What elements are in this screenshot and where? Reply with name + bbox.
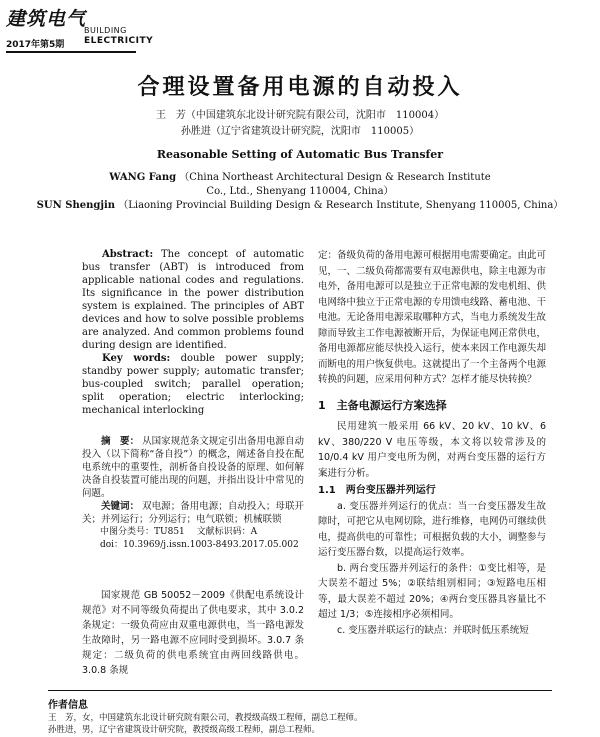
section-1-1-heading: 1.1 两台变压器并列运行 — [318, 485, 436, 496]
author-en-1 — [0, 168, 600, 183]
journal-logo — [6, 4, 154, 52]
abstract-en-label: Abstract: — [102, 249, 154, 260]
abstract-en — [82, 248, 304, 352]
journal-name-en-2: ELECTRICITY — [84, 36, 154, 46]
abstract-cn-text: 从国家规范条文规定引出备用电源自动投入（以下简称“备自投”）的概念，阐述备自投在配电系统中的重要性，剖析备自投设备的原理、如何解决备自投装置可能出现的问题，并指出设计中常见的问题。 — [82, 436, 304, 499]
body-left-para: 国家规范 GB 50052－2009《供配电系统设计规范》对不同等级负荷提出了供电要求，其中 3.0.2 条规定：一级负荷应由双重电源供电，当一路电源发生故障时，另一路电源不应同时受到损坏。3.0.7 条规定：二级负荷的供电系统宜由两回线路供电。3.0.8 条规 — [82, 590, 304, 676]
paper-title-en: Reasonable Setting of Automatic Bus Transfer — [156, 148, 444, 161]
paper-title-cn: 合理设置备用电源的自动投入 — [137, 74, 463, 100]
keywords-en — [82, 352, 304, 417]
keywords-cn — [82, 500, 304, 526]
journal-name-en-1: BUILDING — [84, 26, 127, 35]
doi: doi：10.3969/j.issn.1003-8493.2017.05.002 — [100, 540, 299, 550]
abstract-cn-label: 摘 要： — [101, 436, 140, 447]
author-en-1-affil-cont: Co., Ltd., Shenyang 110004, China） — [206, 186, 394, 197]
keywords-en-text: double power supply; standby power supply; automatic transfer; bus-coupled switch; parallel operation; split operation; electric interlocking; mechanical interlocking — [82, 353, 304, 416]
section-1-para: 民用建筑一般采用 66 kV、20 kV、10 kV、6 kV、380/220 V 电压等级，本文将以较常涉及的 10/0.4 kV 用户变电所为例，对两台变压器的运行方案进行分析。 — [318, 421, 546, 479]
journal-issue: 2017年第5期 — [6, 40, 65, 50]
keywords-cn-text: 双电源；备用电源；自动投入；母联开关；并列运行；分列运行；电气联锁；机械联锁 — [82, 501, 304, 525]
author-en-2-affil: （Liaoning Provincial Building Design & Research Institute, Shenyang 110005, China） — [118, 200, 564, 211]
abstract-cn — [82, 435, 304, 500]
left-column-abstracts — [82, 248, 304, 552]
author-cn-2: 孙胜进（辽宁省建筑设计研究院，沈阳市 110005） — [180, 126, 420, 137]
author-cn-1: 王 芳（中国建筑东北设计研究院有限公司，沈阳市 110004） — [155, 110, 445, 121]
right-column — [318, 248, 546, 638]
abstract-en-text: The concept of automatic bus transfer (ABT) is introduced from applicable national codes and regulations. Its significance in the power distribution system is explained. The principles of ABT devices and how to solve possible problems are analyzed. And common problems found during design are identified. — [82, 249, 304, 351]
author-en-2-name: SUN Shengjin — [36, 200, 116, 211]
author-en-1-name: WANG Fang — [109, 172, 177, 183]
author-en-2 — [0, 196, 600, 211]
classification-line — [82, 526, 304, 539]
footnote-author-2: 孙胜进，男，辽宁省建筑设计研究院，教授级高级工程师，副总工程师。 — [48, 725, 321, 735]
keywords-en-label: Key words: — [102, 353, 171, 364]
body-right-top: 定：备级负荷的备用电源可根据用电需要确定。由此可见，一、二级负荷都需要有双电源供电，除主电源为市电外，备用电源可以是独立于正常电源的发电机组、供电网络中独立于正常电源的专用馈电线路、蓄电池、干电池。无论备用电源采取哪种方式，当电力系统发生故障而导致主工作电源被断开后，为保证电网正常供电，备用电源都应能尽快投入运行，使本来因工作电源失却而断电的用户恢复供电。这就提出了一个主备两个电源转换的问题，应采用何种方式？怎样才能尽快转换？ — [318, 250, 547, 385]
footnote-author-1: 王 芳，女，中国建筑东北设计研究院有限公司，教授级高级工程师，副总工程师。 — [48, 713, 363, 723]
document-code: 文献标识码：A — [196, 527, 258, 537]
keywords-cn-label: 关键词： — [101, 501, 140, 512]
clc-number: 中图分类号：TU851 — [100, 527, 185, 537]
section-1-item-a: a. 变压器并列运行的优点：当一台变压器发生故障时，可把它从电网切除，进行维修，电网仍可继续供电，提高供电的可靠性；可根据负载的大小，调整参与运行变压器台数，以提高运行效率。 — [318, 500, 547, 558]
author-en-1-affil: （China Northeast Architectural Design & Research Institute — [179, 172, 491, 183]
footnote-rule — [48, 690, 552, 691]
journal-name-cn: 建筑电气 — [6, 8, 87, 30]
section-1-item-b: b. 两台变压器并列运行的条件：①变比相等，是大误差不超过 5%；②联结组别相同；③短路电压相等，最大误差不超过 20%；④两台变压器具容量比不超过 1/3；⑤连接相序必须相同。 — [318, 562, 546, 620]
masthead-rule — [6, 51, 136, 53]
section-1-heading: 1 主备电源运行方案选择 — [318, 398, 447, 412]
footnote-title: 作者信息 — [48, 700, 88, 711]
body-left — [82, 588, 304, 678]
section-1-item-c: c. 变压器并联运行的缺点：并联时低压系统短 — [337, 624, 529, 636]
